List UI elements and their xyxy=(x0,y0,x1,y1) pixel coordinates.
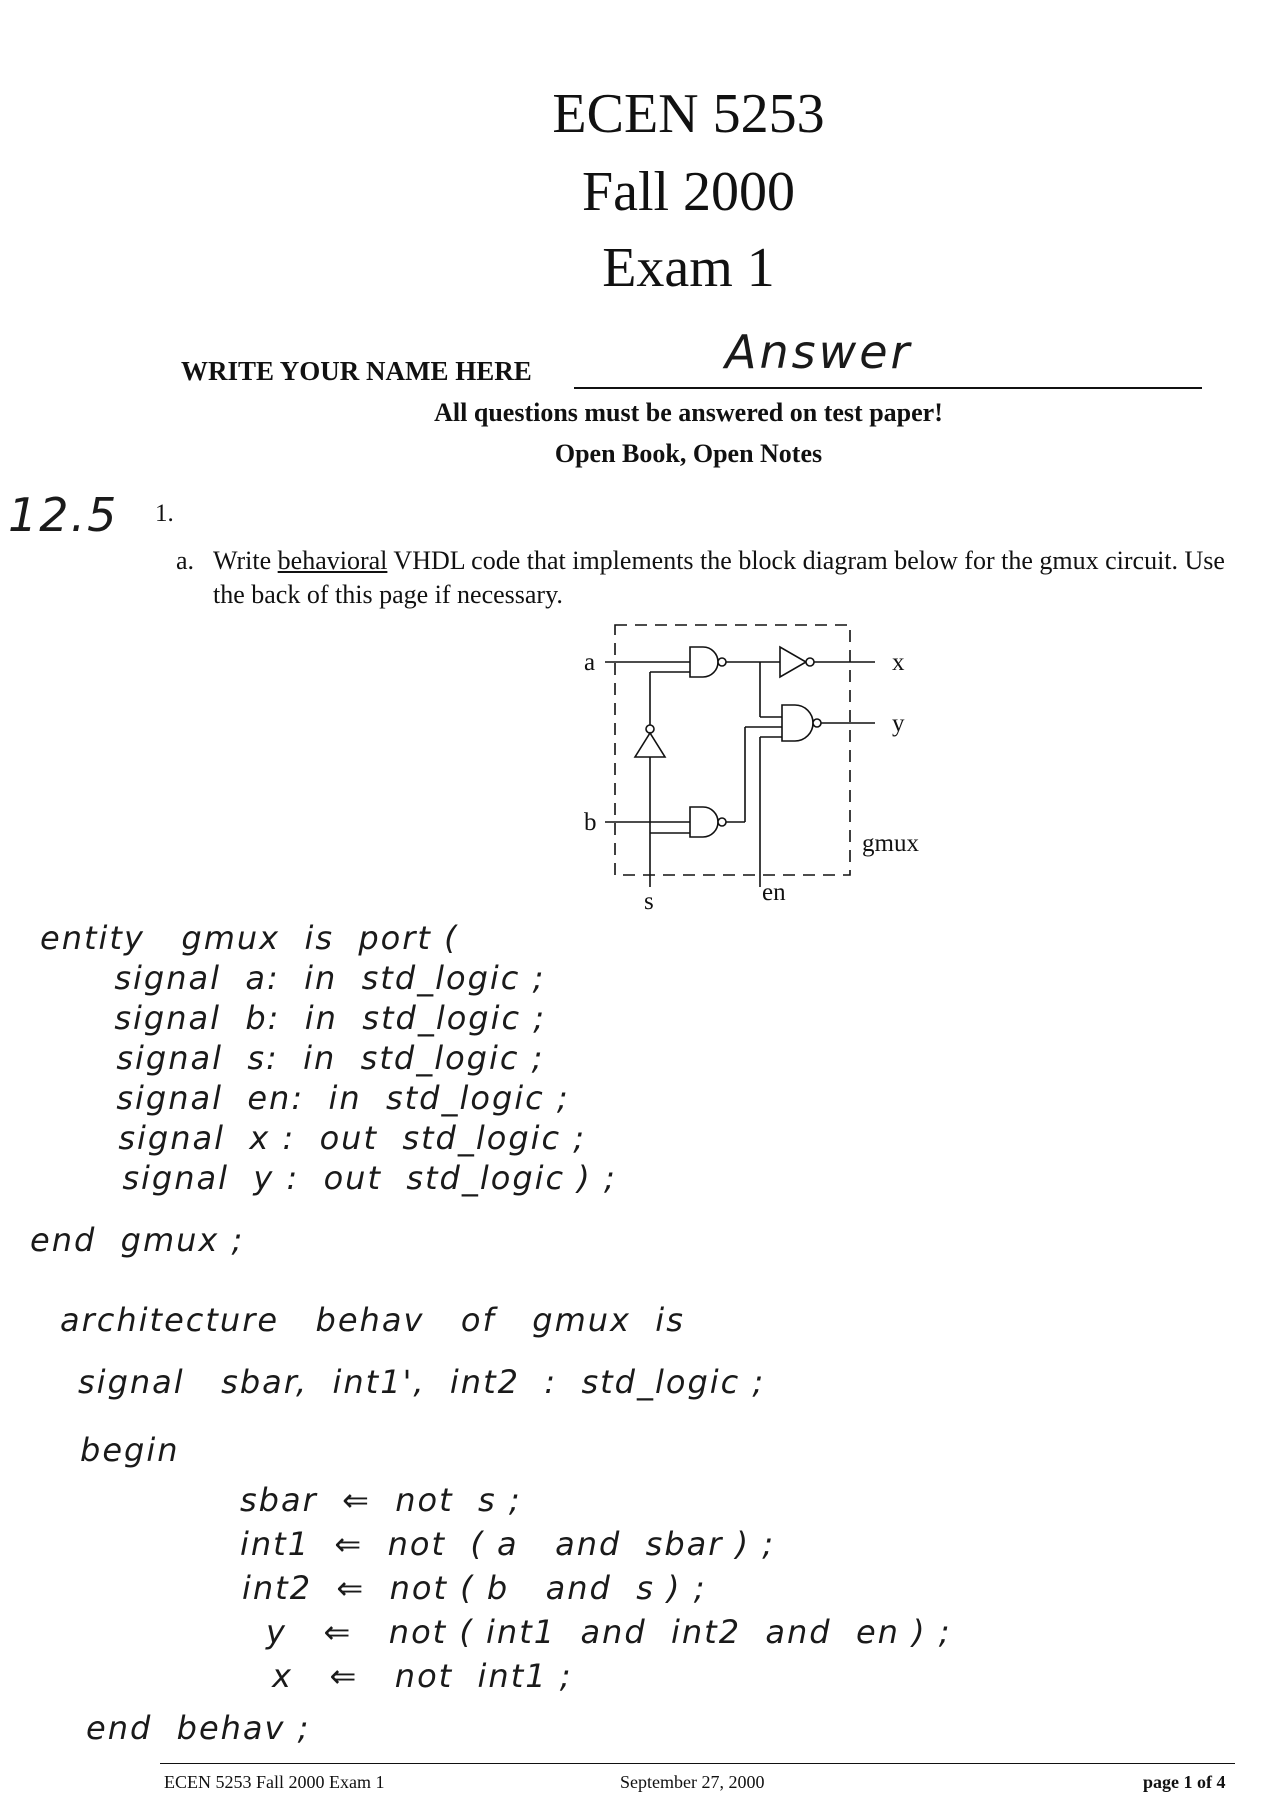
diagram-output-y: y xyxy=(892,710,905,737)
score-mark: 12.5 xyxy=(8,488,119,542)
code-line: architecture behav of gmux is xyxy=(60,1301,685,1339)
gmux-block-diagram xyxy=(570,615,950,915)
footer-rule xyxy=(160,1763,1235,1764)
question-underlined-word: behavioral xyxy=(277,546,388,575)
name-field-line xyxy=(574,387,1202,389)
name-field-label: WRITE YOUR NAME HERE xyxy=(181,356,532,386)
code-line: y ⇐ not ( int1 and int2 and en ) ; xyxy=(266,1613,952,1651)
code-line: signal b: in std_logic ; xyxy=(90,999,547,1037)
code-line: x ⇐ not int1 ; xyxy=(272,1657,573,1695)
diagram-block-name: gmux xyxy=(862,830,919,857)
diagram-output-x: x xyxy=(892,649,905,676)
diagram-input-b: b xyxy=(584,809,597,836)
footer-center: September 27, 2000 xyxy=(620,1772,765,1792)
code-line: begin xyxy=(80,1431,180,1469)
code-line: end behav ; xyxy=(86,1709,311,1747)
name-field-value: Answer xyxy=(725,325,913,379)
footer-left: ECEN 5253 Fall 2000 Exam 1 xyxy=(164,1772,385,1792)
code-line: end gmux ; xyxy=(30,1221,245,1259)
diagram-input-en: en xyxy=(762,879,786,906)
instructions-line-2: Open Book, Open Notes xyxy=(554,439,823,468)
code-line: signal en: in std_logic ; xyxy=(92,1079,570,1117)
question-text-before: Write xyxy=(213,546,272,575)
question-text xyxy=(176,544,1236,612)
code-line: signal s: in std_logic ; xyxy=(92,1039,545,1077)
code-line: int2 ⇐ not ( b and s ) ; xyxy=(242,1569,707,1607)
code-line: int1 ⇐ not ( a and sbar ) ; xyxy=(240,1525,776,1563)
code-line: entity gmux is port ( xyxy=(40,919,459,957)
term-title: Fall 2000 xyxy=(581,161,796,223)
code-line: sbar ⇐ not s ; xyxy=(240,1481,522,1519)
code-line: signal a: in std_logic ; xyxy=(90,959,546,997)
diagram-input-s: s xyxy=(644,888,654,915)
question-part-label: a. xyxy=(176,546,195,575)
exam-title: Exam 1 xyxy=(602,237,775,299)
code-line: signal x : out std_logic ; xyxy=(94,1119,587,1157)
code-line: signal y : out std_logic ) ; xyxy=(98,1159,617,1197)
code-line: signal sbar, int1', int2 : std_logic ; xyxy=(78,1363,766,1401)
course-title: ECEN 5253 xyxy=(552,83,825,145)
question-text-after: VHDL code that implements the block diagram below for the gmux circuit. Use the back of this page if necessary. xyxy=(213,546,1225,609)
diagram-input-a: a xyxy=(584,649,596,676)
question-number: 1. xyxy=(155,500,174,527)
instructions-line-1: All questions must be answered on test paper! xyxy=(434,398,943,427)
footer-right: page 1 of 4 xyxy=(1143,1772,1226,1792)
